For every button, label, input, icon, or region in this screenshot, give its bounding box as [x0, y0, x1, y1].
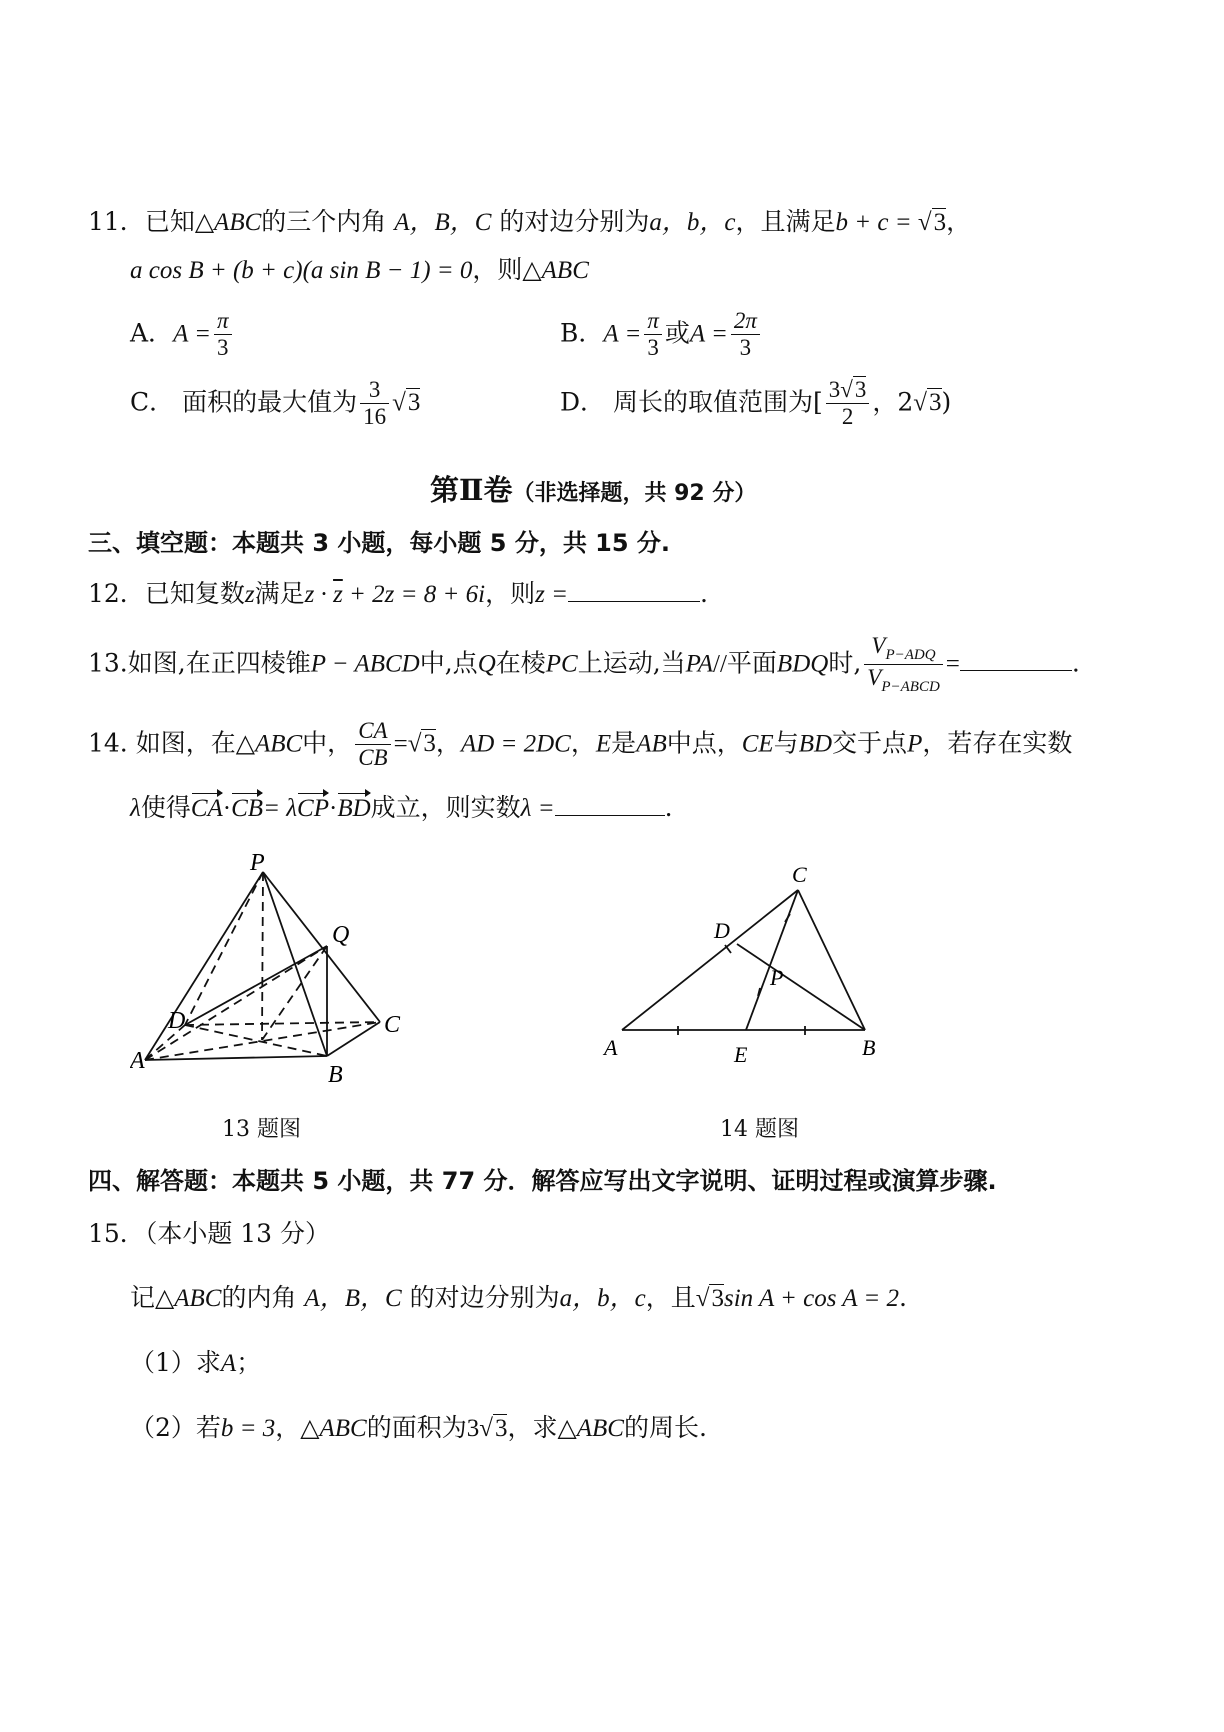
fraction: $\frac{3√3}{2}$ — [826, 377, 870, 431]
part2-subtitle: （非选择题，共 92 分） — [512, 481, 757, 506]
q14-text: 如图，在△ — [135, 728, 255, 758]
q14-text: 中点， — [666, 728, 742, 758]
figure-14-triangle — [600, 860, 900, 1080]
option-text: 面积的最大值为 — [182, 387, 358, 417]
q11-condition1: b + c = — [835, 209, 918, 236]
fraction: $\frac{CA}{CB}$ — [355, 718, 390, 772]
q15-sides: a，b，c — [559, 1285, 646, 1312]
sqrt: √3 — [392, 389, 421, 417]
q13-text: 上运动,当 — [577, 648, 686, 678]
q15-var: A — [220, 1350, 237, 1377]
q12-eq: z · — [304, 581, 334, 608]
q13-pyramid: P − ABCD — [310, 650, 420, 678]
q15-text: 的面积为 — [366, 1413, 467, 1442]
q14-line1 — [88, 718, 1072, 772]
fraction: $\frac{3}{16}$ — [360, 377, 389, 431]
fig13-label-B: B — [328, 1062, 343, 1088]
q14-var: P — [907, 730, 923, 758]
q15-part2 — [130, 1410, 707, 1447]
volume-ratio: $\frac{V_{P-ADQ}}{V_{P-ABCD}}$ — [864, 633, 943, 697]
q13-var: PA — [685, 650, 713, 678]
punct: ) — [941, 387, 952, 417]
q13 — [88, 633, 1080, 697]
option-label: D． — [560, 387, 606, 417]
option-label: B． — [560, 318, 604, 348]
sqrt: √3 — [695, 1285, 724, 1312]
q11-triangle: ABC — [541, 257, 589, 284]
part2-heading — [430, 472, 756, 512]
section3-heading: 三、填空题：本题共 3 小题，每小题 5 分，共 15 分. — [88, 529, 671, 557]
q15-part-label: （1）求 — [130, 1348, 221, 1377]
answer-blank[interactable] — [960, 670, 1072, 671]
option-text: 或 — [664, 318, 690, 348]
q15-stem — [130, 1280, 907, 1317]
q15-angles: A，B，C — [304, 1285, 402, 1312]
q15-part1 — [130, 1345, 261, 1382]
q14-eq: = — [393, 730, 408, 758]
q15-text: 的内角 — [221, 1283, 297, 1312]
q15-coef: 3 — [466, 1415, 480, 1442]
option-text: ，2 — [872, 387, 914, 417]
q12-text: ，则 — [485, 579, 536, 608]
q13-eq: = — [945, 650, 960, 678]
fig13-caption: 13 题图 — [222, 1117, 301, 1142]
q11-text: 的三个内角 — [261, 207, 387, 236]
q14-text: 是 — [611, 728, 637, 758]
q15-triangle: ABC — [174, 1285, 222, 1312]
q11-option-d — [560, 377, 951, 431]
q13-text: 平面 — [726, 648, 777, 678]
punct: . — [664, 793, 673, 822]
fig13-label-P: P — [250, 850, 265, 876]
sqrt: √3 — [917, 209, 947, 236]
q15-text: 记△ — [130, 1283, 175, 1312]
part2-title: 第Ⅱ卷 — [430, 473, 513, 507]
q14-var: CE — [741, 730, 774, 758]
q14-var: λ — [130, 795, 141, 822]
q12-eq: + 2z = 8 + 6i — [342, 581, 486, 608]
q12-text: 已知复数 — [144, 579, 245, 608]
answer-blank[interactable] — [555, 815, 665, 816]
q11-angles: A，B，C — [394, 209, 492, 236]
q15-text: 的周长. — [623, 1413, 707, 1442]
q11-line2 — [130, 252, 589, 289]
q14-text: 使得 — [140, 793, 191, 822]
punct: ； — [236, 1348, 262, 1377]
punct: . — [699, 579, 708, 608]
q14-number: 14. — [88, 728, 128, 758]
fig14-label-P: P — [770, 965, 784, 990]
q15-number: 15． — [88, 1219, 145, 1248]
fig13-label-Q: Q — [332, 922, 350, 948]
vector-CP: CP — [297, 791, 329, 827]
q13-number: 13. — [88, 648, 128, 678]
dot-op: · — [328, 795, 338, 822]
q13-var: Q — [477, 650, 496, 678]
q15-eq: b = 3 — [220, 1415, 276, 1442]
vector-CB: CB — [231, 791, 263, 827]
q14-triangle: ABC — [254, 730, 303, 758]
q14-var: AB — [636, 730, 667, 758]
q14-text: 交于点 — [832, 728, 908, 758]
q11-text: ，则△ — [472, 255, 542, 284]
option-text: 周长的取值范围为[ — [613, 387, 823, 417]
q12 — [88, 576, 708, 613]
fig14-caption: 14 题图 — [720, 1117, 799, 1142]
fraction: $\frac{\pi}{3}$ — [644, 308, 662, 362]
q14-text: 中， — [302, 728, 353, 758]
fig13-label-C: C — [384, 1012, 401, 1038]
q12-zbar: $\overline{z}$ — [333, 581, 343, 608]
section4-heading: 四、解答题：本题共 5 小题，共 77 分．解答应写出文字说明、证明过程或演算步骤. — [88, 1167, 997, 1195]
fig14-label-C: C — [792, 862, 807, 887]
q14-var: λ = — [520, 795, 555, 822]
sqrt: √3 — [913, 389, 942, 417]
vector-BD: BD — [337, 791, 370, 827]
punct: ， — [946, 207, 972, 236]
fig14-label-E: E — [734, 1042, 748, 1067]
q15-text: ，△ — [275, 1413, 320, 1442]
q15-text: 的对边分别为 — [409, 1283, 560, 1312]
q11-condition2: a cos B + (b + c)(a sin B − 1) = 0 — [130, 257, 473, 284]
q15-text: ，求△ — [507, 1413, 577, 1442]
vector-CA: CA — [191, 791, 223, 827]
option-label: C． — [130, 387, 175, 417]
punct: ， — [435, 728, 461, 758]
q14-text: ，若存在实数 — [922, 728, 1073, 758]
q15-points: （本小题 13 分） — [144, 1219, 331, 1248]
q12-var: z = — [535, 581, 568, 608]
fig14-label-A: A — [604, 1035, 618, 1060]
punct: . — [1071, 648, 1080, 678]
q11-text: 的对边分别为 — [499, 207, 650, 236]
q14-text: 与 — [773, 728, 799, 758]
punct: . — [898, 1283, 907, 1312]
fig13-label-D: D — [168, 1008, 186, 1034]
q15-header — [88, 1216, 330, 1252]
answer-blank[interactable] — [568, 601, 700, 602]
option-expr: A = — [173, 320, 212, 348]
figure-13-pyramid — [130, 850, 430, 1090]
q11-line1 — [88, 204, 971, 241]
q12-var: z — [244, 581, 255, 608]
q12-text: 满足 — [254, 579, 305, 608]
q13-text: 中,点 — [419, 648, 478, 678]
q13-text: 在棱 — [495, 648, 546, 678]
q11-sides: a，b，c — [649, 209, 736, 236]
q11-text: 已知△ — [144, 207, 215, 236]
q11-option-a — [130, 308, 235, 362]
dot-op: · — [222, 795, 232, 822]
q15-triangle: ABC — [319, 1415, 367, 1442]
sqrt: √3 — [407, 730, 436, 758]
punct: ， — [570, 728, 596, 758]
q11-option-c — [130, 377, 420, 431]
option-expr: A = — [689, 320, 728, 348]
sqrt: √3 — [479, 1415, 508, 1442]
q11-triangle: ABC — [214, 209, 262, 236]
fig14-label-B: B — [862, 1035, 876, 1060]
q13-text: 如图,在正四棱锥 — [127, 648, 311, 678]
q12-number: 12． — [88, 579, 145, 608]
q11-option-b — [560, 308, 763, 362]
option-expr: A = — [603, 320, 642, 348]
q14-line2 — [130, 790, 673, 827]
q11-text: ，且满足 — [735, 207, 836, 236]
q15-triangle: ABC — [576, 1415, 624, 1442]
q15-part-label: （2）若 — [130, 1413, 221, 1442]
parallel-sign: // — [713, 650, 727, 678]
q14-var: BD — [798, 730, 833, 758]
q14-text: 成立，则实数 — [370, 793, 521, 822]
fig14-label-D: D — [714, 918, 730, 943]
q13-var: PC — [545, 650, 578, 678]
q11-number: 11． — [88, 207, 145, 236]
fraction: $\frac{\pi}{3}$ — [214, 308, 232, 362]
q15-equation: sin A + cos A = 2 — [723, 1285, 899, 1312]
q13-text: 时, — [828, 648, 862, 678]
q14-eq: AD = 2DC — [460, 730, 571, 758]
q15-text: ，且 — [645, 1283, 696, 1312]
option-label: A． — [130, 318, 174, 348]
fraction: $\frac{2\pi}{3}$ — [731, 308, 760, 362]
q13-var: BDQ — [776, 650, 829, 678]
fig13-label-A: A — [130, 1048, 145, 1074]
q14-var: E — [595, 730, 612, 758]
q14-eq: = λ — [263, 795, 298, 822]
